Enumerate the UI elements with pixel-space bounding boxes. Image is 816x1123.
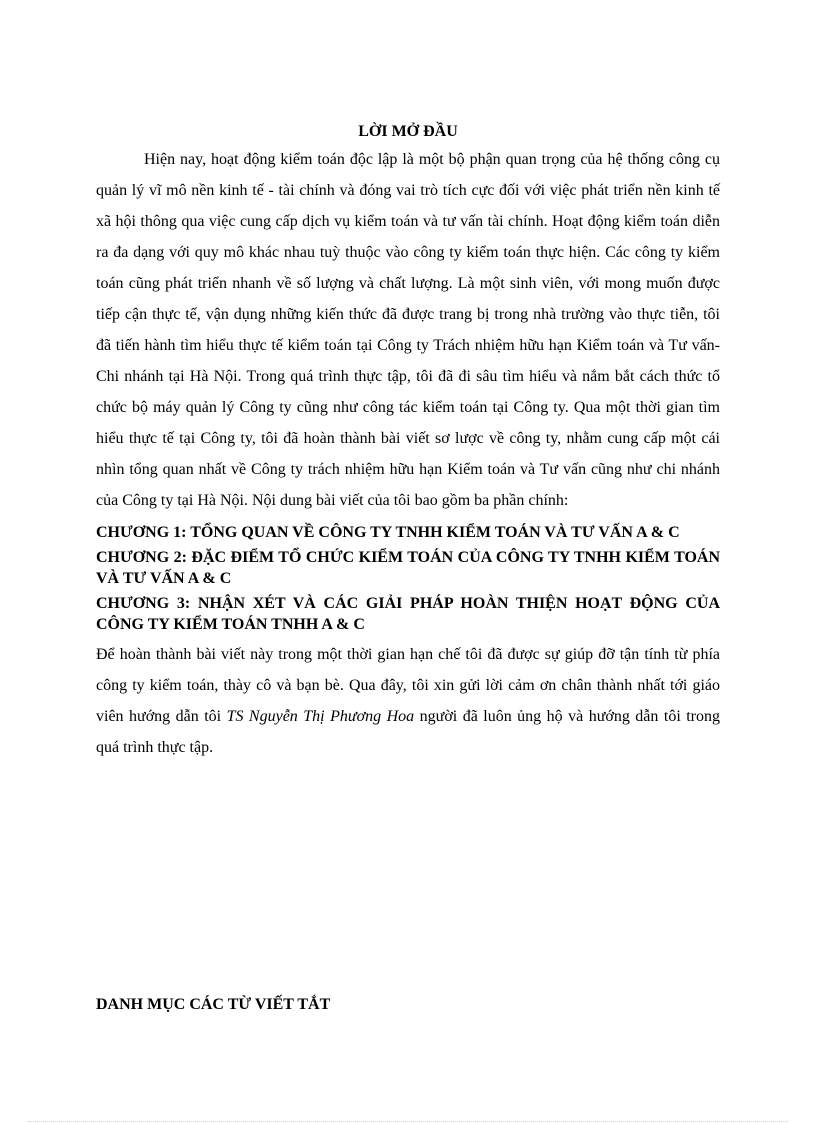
abbreviations-heading: DANH MỤC CÁC TỪ VIẾT TẮT <box>96 996 331 1013</box>
document-title: LỜI MỞ ĐẦU <box>358 123 458 140</box>
document-body <box>96 122 720 763</box>
closing-paragraph <box>96 639 720 763</box>
chapter-list <box>96 522 720 635</box>
closing-text-start: Để hoàn thành bài viết này trong một thời gian hạn chế tôi đã được sự giúp đỡ tận tính từ phía công ty kiểm toán, thày cô và bạn bè. Qua đây, tôi xin gửi lời cảm ơn chân thành nhất tới giáo viên hướng dẫn tôi <box>96 646 720 725</box>
chapter-heading-3: CHƯƠNG 3: NHẬN XÉT VÀ CÁC GIẢI PHÁP HOÀN THIỆN HOẠT ĐỘNG CỦA CÔNG TY KIỂM TOÁN TNHH A & C <box>96 595 720 633</box>
closing-text-end: người đã luôn ủng hộ và hướng dẫn tôi trong quá trình thực tập. <box>96 708 721 756</box>
intro-paragraph: Hiện nay, hoạt động kiểm toán độc lập là một bộ phận quan trọng của hệ thống công cụ quản lý vĩ mô nền kinh tế - tài chính và đóng vai trò tích cực đối với việc phát triển nền kinh tế xã hội thông qua việc cung cấp dịch vụ kiểm toán và tư vấn tài chính. Hoạt động kiểm toán diễn ra đa dạng với quy mô khác nhau tuỳ thuộc vào công ty kiểm toán thực hiện. Các công ty kiểm toán cũng phát triển nhanh về số lượng và chất lượng. Là một sinh viên, với mong muốn được tiếp cận thực tế, vận dụng những kiến thức đã được trang bị trong nhà trường vào thực tiễn, tôi đã tiến hành tìm hiểu thực tế kiểm toán tại Công ty Trách nhiệm hữu hạn Kiểm toán và Tư vấn- Chi nhánh tại Hà Nội. Trong quá trình thực tập, tôi đã đi sâu tìm hiểu và nắm bắt cách thức tổ chức bộ máy quản lý Công ty cũng như công tác kiểm toán tại Công ty. Qua một thời gian tìm hiểu thực tế tại Công ty, tôi đã hoàn thành bài viết sơ lược về công ty, nhằm cung cấp một cái nhìn tổng quan nhất về Công ty trách nhiệm hữu hạn Kiểm toán và Tư vấn cũng như chi nhánh của Công ty tại Hà Nội. Nội dung bài viết của tôi bao gồm ba phần chính: <box>96 151 720 509</box>
chapter-heading-1: CHƯƠNG 1: TỔNG QUAN VỀ CÔNG TY TNHH KIỂM TOÁN VÀ TƯ VẤN A & C <box>96 524 680 541</box>
page-bottom-divider <box>28 1121 788 1122</box>
supervisor-name: TS Nguyễn Thị Phương Hoa <box>226 708 415 725</box>
chapter-heading-2: CHƯƠNG 2: ĐẶC ĐIỂM TỔ CHỨC KIỂM TOÁN CỦA CÔNG TY TNHH KIỂM TOÁN VÀ TƯ VẤN A & C <box>96 549 720 587</box>
